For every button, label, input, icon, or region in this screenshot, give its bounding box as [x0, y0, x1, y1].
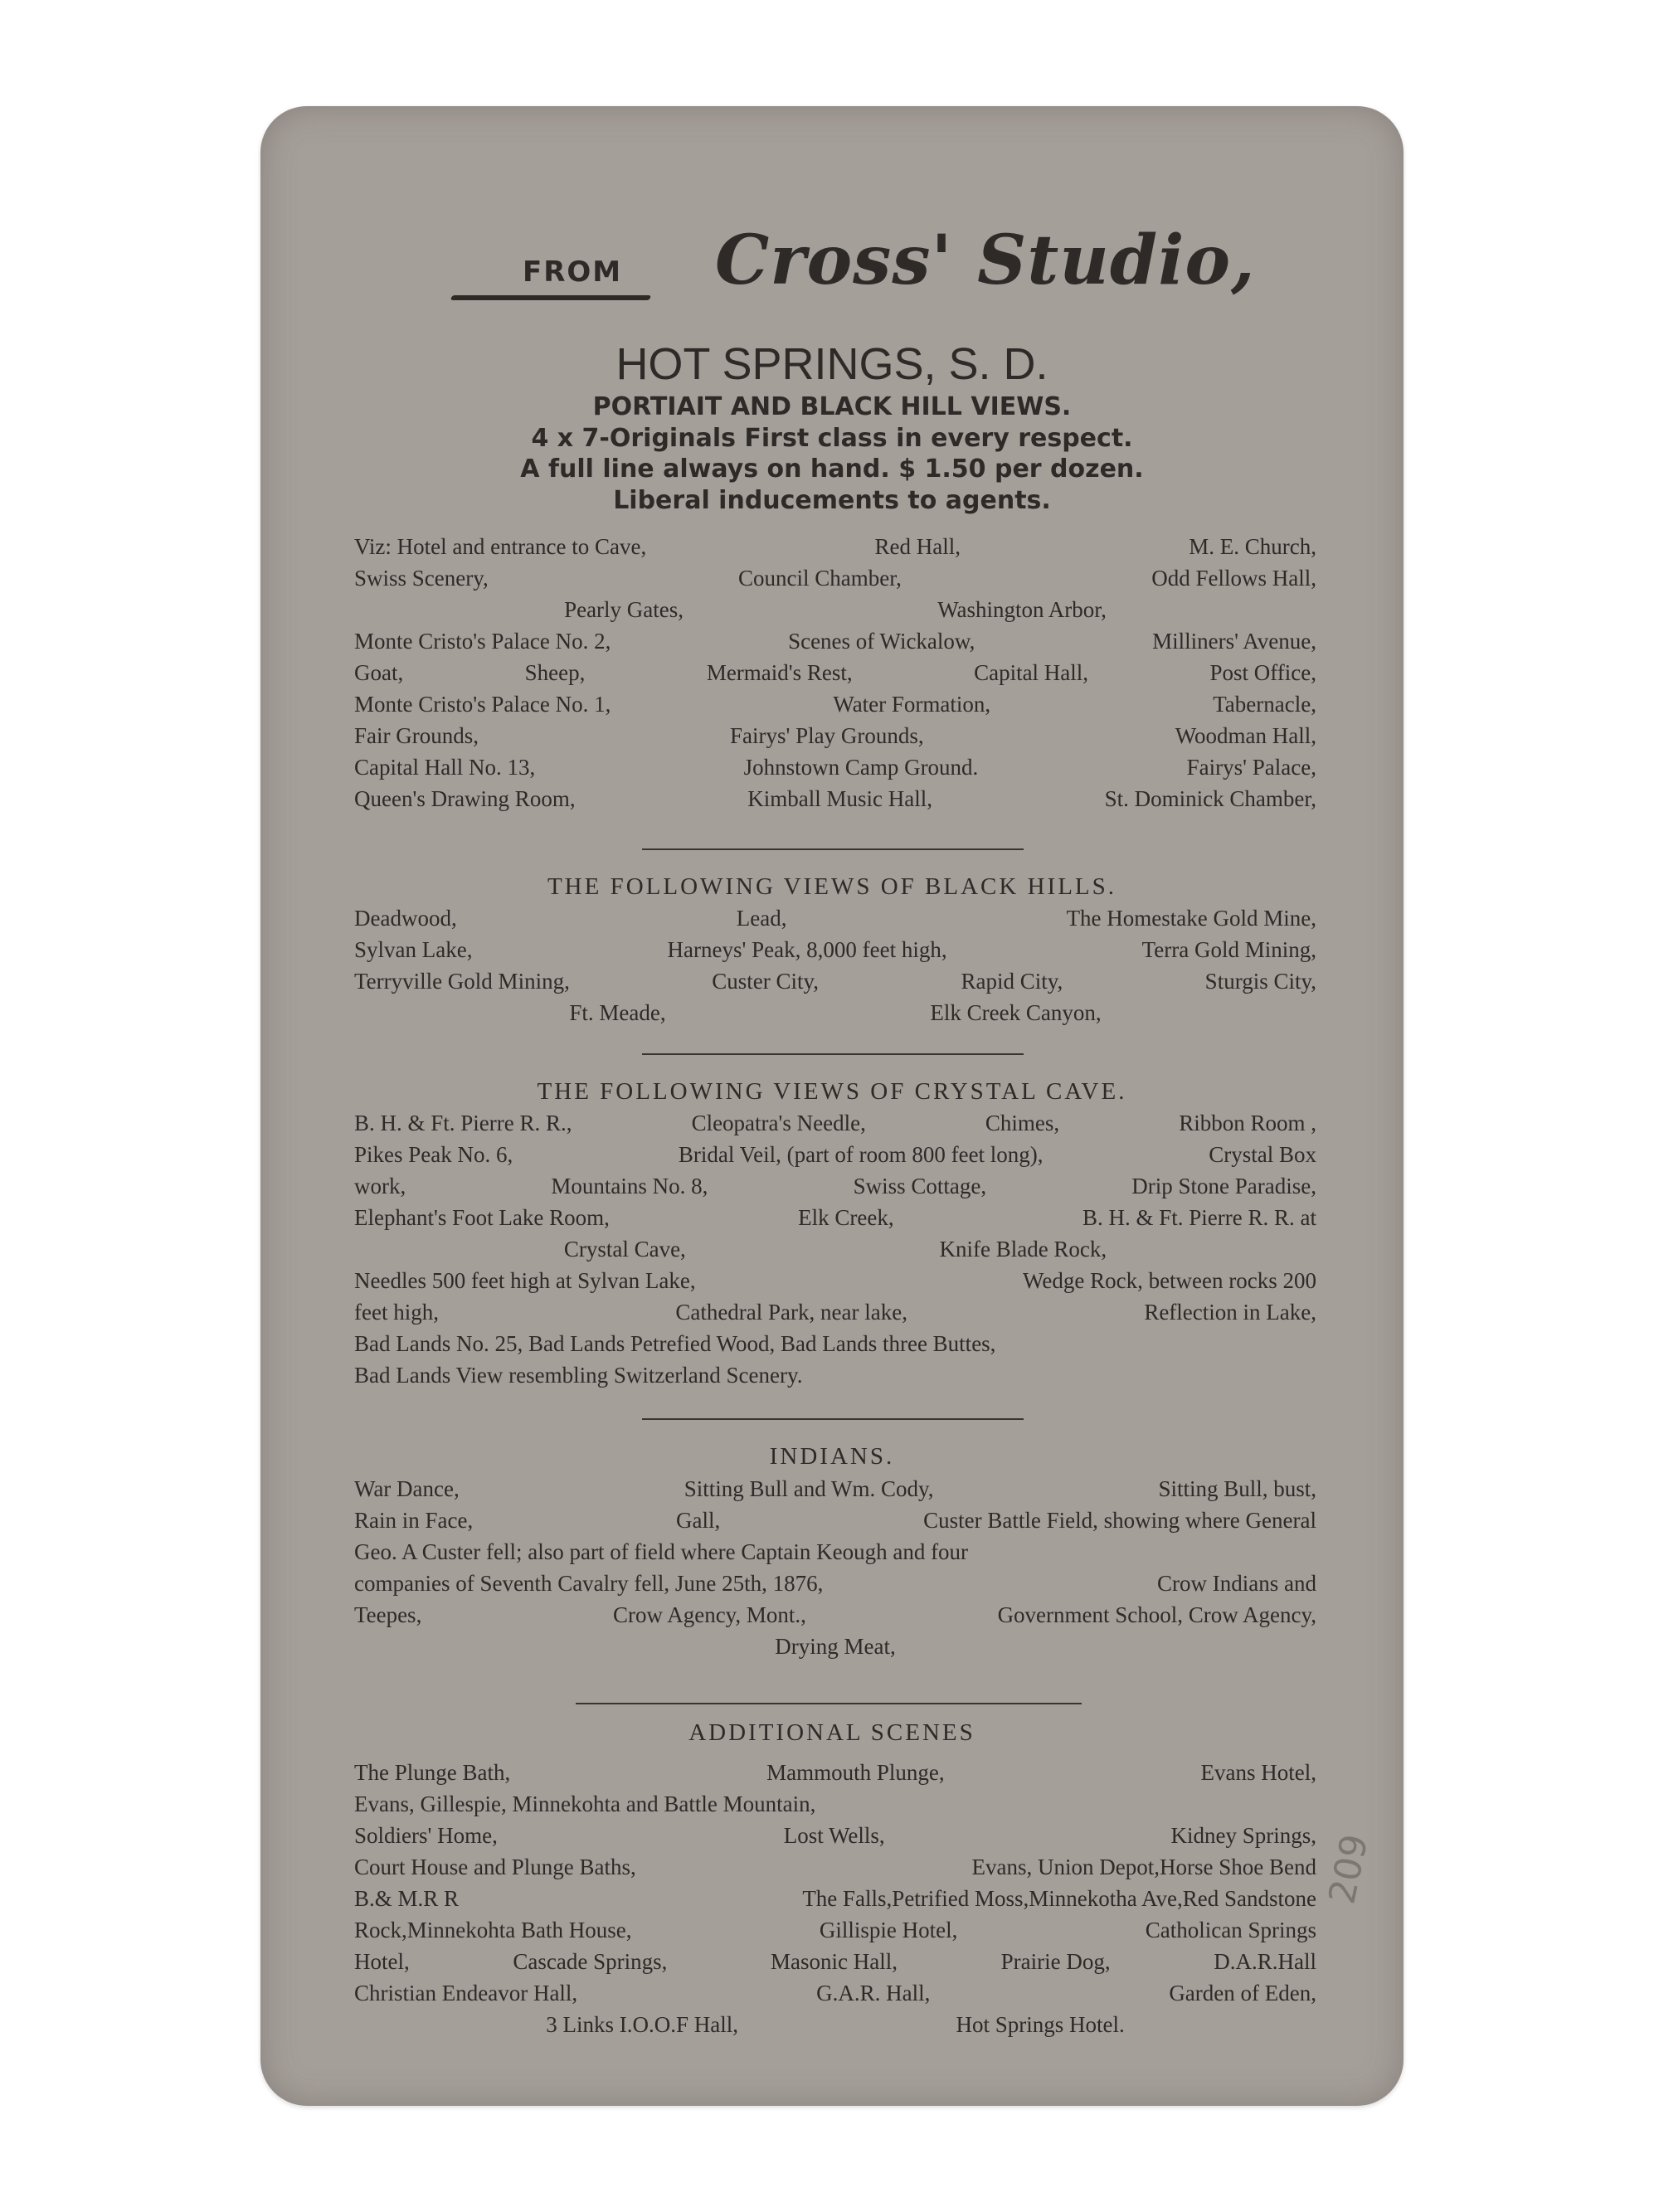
cabinet-card-back	[260, 106, 1404, 2106]
listing-item: Terryville Gold Mining,	[354, 969, 570, 994]
listing-item: Mountains No. 8,	[551, 1174, 708, 1198]
listing-row	[354, 1631, 1316, 1662]
listing-item: Court House and Plunge Baths,	[354, 1855, 636, 1879]
listing-item: The Falls,Petrified Moss,Minnekotha Ave,Red Sandstone	[802, 1886, 1316, 1911]
listing-item: B. H. & Ft. Pierre R. R.,	[354, 1111, 572, 1135]
listing-row	[354, 1536, 1316, 1568]
listing-item: Johnstown Camp Ground.	[743, 755, 979, 780]
decorative-rule	[450, 295, 651, 300]
listing-row	[354, 965, 1316, 997]
listing-item: Pikes Peak No. 6,	[354, 1142, 513, 1167]
listing-row	[354, 531, 1316, 562]
listing-row	[354, 1107, 1316, 1139]
listing-item: Hot Springs Hotel.	[956, 2012, 1125, 2037]
listing-row	[354, 1505, 1316, 1536]
listing-item: Cleopatra's Needle,	[691, 1111, 866, 1135]
listing-item: Needles 500 feet high at Sylvan Lake,	[354, 1268, 696, 1293]
listing-item: Evans, Union Depot,Horse Shoe Bend	[971, 1855, 1316, 1879]
listing-row	[354, 1170, 1316, 1202]
listing-row	[354, 562, 1316, 594]
listing-item: Ft. Meade,	[569, 1000, 666, 1025]
listing-item: Cascade Springs,	[513, 1949, 668, 1974]
listing-item: Ribbon Room ,	[1179, 1111, 1316, 1135]
listing-item: D.A.R.Hall	[1214, 1949, 1316, 1974]
listing-item: Elk Creek,	[798, 1205, 894, 1230]
listing-item: The Plunge Bath,	[354, 1760, 511, 1785]
listing-row	[354, 934, 1316, 965]
studio-views-list	[354, 531, 1316, 814]
tagline-price: A full line always on hand. $ 1.50 per dozen.	[520, 455, 1144, 484]
listing-item: Mammouth Plunge,	[766, 1760, 945, 1785]
listing-item: Council Chamber,	[738, 566, 902, 591]
section-divider	[576, 1703, 1082, 1704]
listing-item: Woodman Hall,	[1175, 723, 1316, 748]
listing-row	[354, 1757, 1316, 1788]
listing-item: Lead,	[736, 906, 787, 931]
listing-item: Tabernacle,	[1213, 692, 1316, 717]
listing-item: Rain in Face,	[354, 1508, 474, 1533]
listing-item: Monte Cristo's Palace No. 1,	[354, 692, 611, 717]
listing-item: Swiss Scenery,	[354, 566, 489, 591]
listing-item: Custer City,	[712, 969, 820, 994]
listing-item: Post Office,	[1209, 660, 1316, 685]
listing-row	[354, 1265, 1316, 1296]
listing-item: Sheep,	[524, 660, 586, 685]
listing-item: Drying Meat,	[775, 1634, 896, 1659]
listing-item: Catholican Springs	[1145, 1918, 1316, 1942]
listing-item: War Dance,	[354, 1476, 460, 1501]
listing-item: Evans, Gillespie, Minnekohta and Battle Mountain,	[354, 1791, 816, 1816]
listing-item: Scenes of Wickalow,	[788, 629, 975, 654]
listing-item: Christian Endeavor Hall,	[354, 1981, 578, 2005]
studio-header	[451, 212, 1281, 337]
listing-row	[354, 1977, 1316, 2009]
listing-item: Soldiers' Home,	[354, 1823, 498, 1848]
section-divider	[642, 848, 1024, 850]
listing-row	[354, 1296, 1316, 1328]
listing-item: Viz: Hotel and entrance to Cave,	[354, 534, 647, 559]
listing-row	[354, 594, 1316, 625]
listing-row	[354, 1851, 1316, 1883]
listing-item: Sitting Bull and Wm. Cody,	[684, 1476, 934, 1501]
listing-row	[354, 720, 1316, 751]
listing-row	[354, 1946, 1316, 1977]
listing-item: Kidney Springs,	[1170, 1823, 1316, 1848]
listing-row	[354, 1202, 1316, 1233]
listing-item: Crow Indians and	[1157, 1571, 1316, 1596]
listing-item: companies of Seventh Cavalry fell, June 25th, 1876,	[354, 1571, 824, 1596]
listing-item: Fairys' Palace,	[1186, 755, 1316, 780]
listing-item: Water Formation,	[833, 692, 991, 717]
listing-item: Crystal Box	[1209, 1142, 1316, 1167]
listing-row	[354, 1359, 1316, 1391]
tagline-portrait-views: PORTIAIT AND BLACK HILL VIEWS.	[592, 392, 1072, 421]
listing-item: Cathedral Park, near lake,	[675, 1300, 907, 1325]
additional-scenes-heading: ADDITIONAL SCENES	[688, 1719, 975, 1746]
listing-row	[354, 625, 1316, 657]
listing-item: Chimes,	[985, 1111, 1060, 1135]
listing-item: Geo. A Custer fell; also part of field where Captain Keough and four	[354, 1539, 969, 1564]
listing-item: Kimball Music Hall,	[747, 786, 932, 811]
listing-item: St. Dominick Chamber,	[1104, 786, 1316, 811]
listing-row	[354, 1568, 1316, 1599]
listing-item: Crow Agency, Mont.,	[612, 1602, 806, 1627]
listing-item: Masonic Hall,	[771, 1949, 898, 1974]
listing-item: Bad Lands View resembling Switzerland Scenery.	[354, 1363, 803, 1388]
listing-item: Goat,	[354, 660, 404, 685]
listing-item: Monte Cristo's Palace No. 2,	[354, 629, 611, 654]
black-hills-list	[354, 902, 1316, 1028]
listing-item: Prairie Dog,	[1000, 1949, 1111, 1974]
listing-row	[354, 1820, 1316, 1851]
section-divider	[642, 1418, 1024, 1420]
listing-item: Fair Grounds,	[354, 723, 479, 748]
indians-list	[354, 1473, 1316, 1662]
listing-item: Capital Hall,	[974, 660, 1089, 685]
listing-item: Rapid City,	[961, 969, 1063, 994]
listing-item: Harneys' Peak, 8,000 feet high,	[667, 937, 947, 962]
listing-row	[354, 1788, 1316, 1820]
listing-item: Deadwood,	[354, 906, 457, 931]
listing-item: Bad Lands No. 25, Bad Lands Petrefied Wood, Bad Lands three Buttes,	[354, 1331, 996, 1356]
listing-item: 3 Links I.O.O.F Hall,	[546, 2012, 738, 2037]
listing-item: work,	[354, 1174, 406, 1198]
listing-item: feet high,	[354, 1300, 439, 1325]
listing-item: Sitting Bull, bust,	[1158, 1476, 1316, 1501]
listing-item: Gall,	[676, 1508, 721, 1533]
listing-row	[354, 997, 1316, 1028]
listing-item: Government School, Crow Agency,	[997, 1602, 1316, 1627]
listing-item: M. E. Church,	[1189, 534, 1316, 559]
listing-row	[354, 1914, 1316, 1946]
listing-item: B. H. & Ft. Pierre R. R. at	[1082, 1205, 1316, 1230]
section-divider	[642, 1053, 1024, 1055]
listing-item: Milliners' Avenue,	[1152, 629, 1316, 654]
listing-item: Knife Blade Rock,	[939, 1237, 1107, 1262]
listing-item: Swiss Cottage,	[853, 1174, 987, 1198]
listing-item: Garden of Eden,	[1169, 1981, 1316, 2005]
listing-item: Terra Gold Mining,	[1141, 937, 1316, 962]
listing-row	[354, 751, 1316, 783]
from-label: FROM	[523, 255, 623, 289]
additional-scenes-list	[354, 1757, 1316, 2040]
indians-heading: INDIANS.	[769, 1443, 895, 1470]
listing-row	[354, 1233, 1316, 1265]
listing-item: Odd Fellows Hall,	[1151, 566, 1316, 591]
listing-item: Queen's Drawing Room,	[354, 786, 576, 811]
listing-item: Lost Wells,	[783, 1823, 885, 1848]
listing-item: Drip Stone Paradise,	[1131, 1174, 1316, 1198]
black-hills-heading: THE FOLLOWING VIEWS OF BLACK HILLS.	[547, 873, 1117, 900]
handwritten-pencil-mark: 209	[1321, 1830, 1377, 1908]
listing-row	[354, 2009, 1316, 2040]
listing-item: Hotel,	[354, 1949, 410, 1974]
listing-item: Bridal Veil, (part of room 800 feet long),	[678, 1142, 1044, 1167]
listing-item: Teepes,	[354, 1602, 422, 1627]
crystal-cave-list	[354, 1107, 1316, 1391]
tagline-agents: Liberal inducements to agents.	[613, 486, 1051, 515]
listing-item: Wedge Rock, between rocks 200	[1023, 1268, 1316, 1293]
studio-name: Cross' Studio,	[715, 221, 1256, 300]
tagline-originals: 4 x 7-Originals First class in every respect.	[531, 424, 1133, 453]
listing-item: Sylvan Lake,	[354, 937, 473, 962]
listing-item: Custer Battle Field, showing where General	[923, 1508, 1316, 1533]
listing-item: Washington Arbor,	[937, 597, 1107, 622]
listing-item: Reflection in Lake,	[1144, 1300, 1316, 1325]
listing-row	[354, 688, 1316, 720]
listing-row	[354, 1883, 1316, 1914]
listing-item: Elephant's Foot Lake Room,	[354, 1205, 610, 1230]
studio-location: HOT SPRINGS, S. D.	[615, 339, 1048, 389]
crystal-cave-heading: THE FOLLOWING VIEWS OF CRYSTAL CAVE.	[537, 1078, 1127, 1105]
listing-item: Rock,Minnekohta Bath House,	[354, 1918, 632, 1942]
listing-item: Elk Creek Canyon,	[930, 1000, 1102, 1025]
listing-row	[354, 1139, 1316, 1170]
listing-item: G.A.R. Hall,	[816, 1981, 931, 2005]
listing-row	[354, 902, 1316, 934]
listing-item: Mermaid's Rest,	[706, 660, 853, 685]
listing-item: Capital Hall No. 13,	[354, 755, 536, 780]
listing-item: Sturgis City,	[1204, 969, 1316, 994]
listing-row	[354, 1328, 1316, 1359]
listing-item: Fairys' Play Grounds,	[730, 723, 924, 748]
listing-item: B.& M.R R	[354, 1886, 460, 1911]
listing-item: Pearly Gates,	[564, 597, 684, 622]
listing-item: Evans Hotel,	[1200, 1760, 1316, 1785]
listing-item: Crystal Cave,	[563, 1237, 686, 1262]
listing-row	[354, 1599, 1316, 1631]
listing-item: The Homestake Gold Mine,	[1066, 906, 1316, 931]
listing-item: Gillispie Hotel,	[819, 1918, 958, 1942]
listing-row	[354, 657, 1316, 688]
listing-item: Red Hall,	[874, 534, 961, 559]
listing-row	[354, 1473, 1316, 1505]
listing-row	[354, 783, 1316, 814]
